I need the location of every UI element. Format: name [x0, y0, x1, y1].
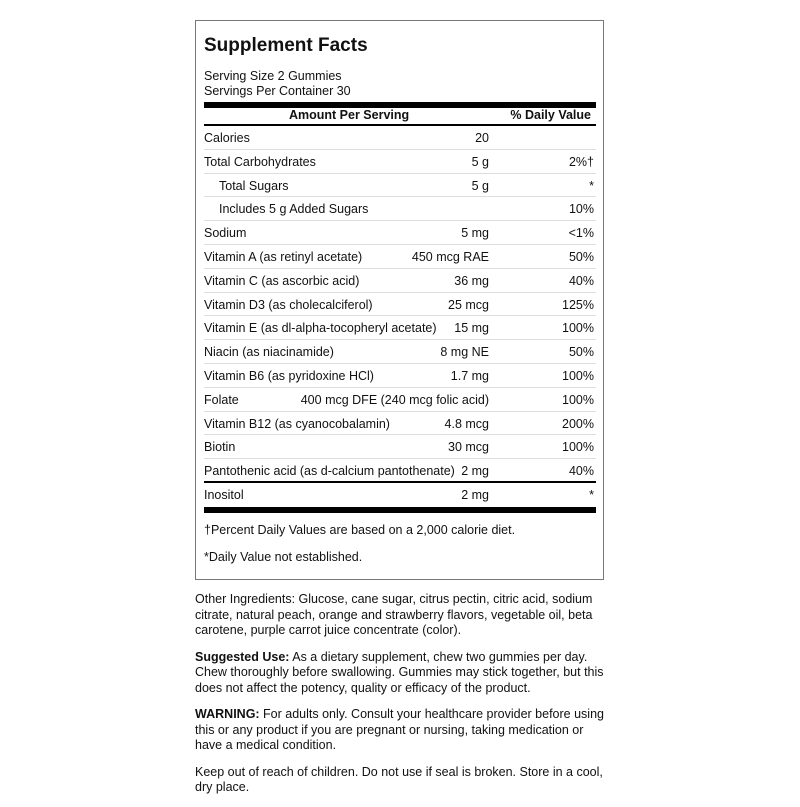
nutrient-daily-value: 125% — [562, 297, 594, 312]
nutrient-row — [204, 435, 596, 459]
label-text — [195, 592, 605, 807]
footnote-not-established: *Daily Value not established. — [204, 550, 363, 564]
nutrient-daily-value: 2%† — [568, 154, 594, 169]
nutrient-amount: 2 mg — [461, 464, 489, 479]
nutrient-amount: 400 mcg DFE (240 mcg folic acid) — [300, 392, 489, 407]
nutrient-daily-value: 40% — [568, 273, 594, 288]
servings-per-container: Servings Per Container 30 — [204, 84, 351, 98]
nutrient-row — [204, 221, 596, 245]
nutrient-row — [204, 483, 596, 507]
nutrient-daily-value: 100% — [562, 392, 594, 407]
nutrient-amount: 15 mg — [454, 321, 489, 336]
nutrient-amount: 25 mcg — [448, 297, 489, 312]
suggested-use — [195, 650, 605, 697]
nutrient-row — [204, 388, 596, 412]
nutrient-daily-value: 200% — [562, 416, 594, 431]
nutrient-name: Vitamin D3 (as cholecalciferol) — [204, 297, 373, 312]
serving-size: Serving Size 2 Gummies — [204, 69, 342, 83]
nutrient-row — [204, 197, 596, 221]
footnote-dv: †Percent Daily Values are based on a 2,000 calorie diet. — [204, 523, 516, 537]
nutrient-daily-value: <1% — [568, 226, 594, 241]
nutrient-row — [204, 293, 596, 317]
nutrient-amount: 5 g — [471, 154, 489, 169]
bottom-thick-divider — [204, 507, 596, 513]
nutrient-name: Biotin — [204, 440, 236, 455]
table-header — [204, 108, 596, 124]
nutrient-amount: 5 mg — [461, 226, 489, 241]
nutrient-amount: 450 mcg RAE — [411, 249, 489, 264]
nutrient-amount: 8 mg NE — [440, 345, 489, 360]
dv-header: % Daily Value — [510, 108, 591, 122]
nutrient-daily-value: 50% — [568, 345, 594, 360]
other-ingredients: Other Ingredients: Glucose, cane sugar, citrus pectin, citric acid, sodium citrate, natural peach, orange and strawberry flavors, vegetable oil, beta carotene, purple carrot juice concentrate (color). — [195, 592, 593, 637]
nutrient-row — [204, 412, 596, 436]
nutrient-row — [204, 150, 596, 174]
nutrient-amount: 30 mcg — [448, 440, 489, 455]
storage: Keep out of reach of children. Do not use if seal is broken. Store in a cool, dry place. — [195, 764, 603, 794]
nutrient-amount: 2 mg — [461, 487, 489, 502]
nutrient-row — [204, 364, 596, 388]
nutrient-name: Calories — [204, 131, 250, 145]
warning — [195, 707, 605, 754]
nutrient-amount: 20 — [475, 131, 489, 145]
nutrient-name: Total Carbohydrates — [204, 154, 316, 169]
warning-label: WARNING: — [195, 707, 260, 721]
nutrient-name: Pantothenic acid (as d-calcium pantothenate) — [204, 464, 455, 479]
nutrient-name: Vitamin E (as dl-alpha-tocopheryl acetate) — [204, 321, 437, 336]
nutrient-daily-value: 10% — [568, 202, 594, 217]
nutrient-name: Total Sugars — [219, 178, 289, 193]
nutrient-daily-value: 40% — [568, 464, 594, 479]
nutrient-name: Vitamin C (as ascorbic acid) — [204, 273, 360, 288]
nutrient-name: Includes 5 g Added Sugars — [219, 202, 369, 217]
nutrient-row — [204, 316, 596, 340]
warning-text: For adults only. Consult your healthcare provider before using this or any product if you are pregnant or nursing, taking medication or have a medical condition. — [195, 707, 604, 752]
nutrient-daily-value: 50% — [568, 249, 594, 264]
amount-header: Amount Per Serving — [289, 108, 410, 122]
nutrient-row — [204, 174, 596, 198]
nutrient-daily-value: * — [589, 487, 594, 502]
nutrient-daily-value: 100% — [562, 368, 594, 383]
nutrient-name: Inositol — [204, 487, 244, 502]
nutrient-amount: 36 mg — [454, 273, 489, 288]
nutrient-name: Vitamin B6 (as pyridoxine HCl) — [204, 368, 374, 383]
nutrient-row — [204, 245, 596, 269]
nutrient-daily-value: 100% — [562, 321, 594, 336]
nutrient-table — [204, 126, 596, 507]
nutrient-amount: 4.8 mcg — [444, 416, 489, 431]
nutrient-row — [204, 459, 596, 483]
panel-title: Supplement Facts — [204, 35, 368, 56]
nutrient-name: Folate — [204, 392, 239, 407]
supplement-facts-panel — [195, 20, 604, 580]
suggested-use-label: Suggested Use: — [195, 649, 290, 664]
suggested-use-text: As a dietary supplement, chew two gummies per day. Chew thoroughly before swallowing. Gummies may stick together, but this does not affect the potency, quality or efficacy of the product. — [195, 649, 604, 695]
nutrient-daily-value: 100% — [562, 440, 594, 455]
nutrient-row — [204, 126, 596, 150]
nutrient-daily-value: * — [589, 178, 594, 193]
nutrient-amount: 1.7 mg — [450, 368, 489, 383]
nutrient-name: Niacin (as niacinamide) — [204, 345, 334, 360]
nutrient-name: Vitamin B12 (as cyanocobalamin) — [204, 416, 390, 431]
nutrient-amount: 5 g — [471, 178, 489, 193]
nutrient-name: Vitamin A (as retinyl acetate) — [204, 249, 363, 264]
nutrient-row — [204, 269, 596, 293]
nutrient-name: Sodium — [204, 226, 247, 241]
nutrient-row — [204, 340, 596, 364]
